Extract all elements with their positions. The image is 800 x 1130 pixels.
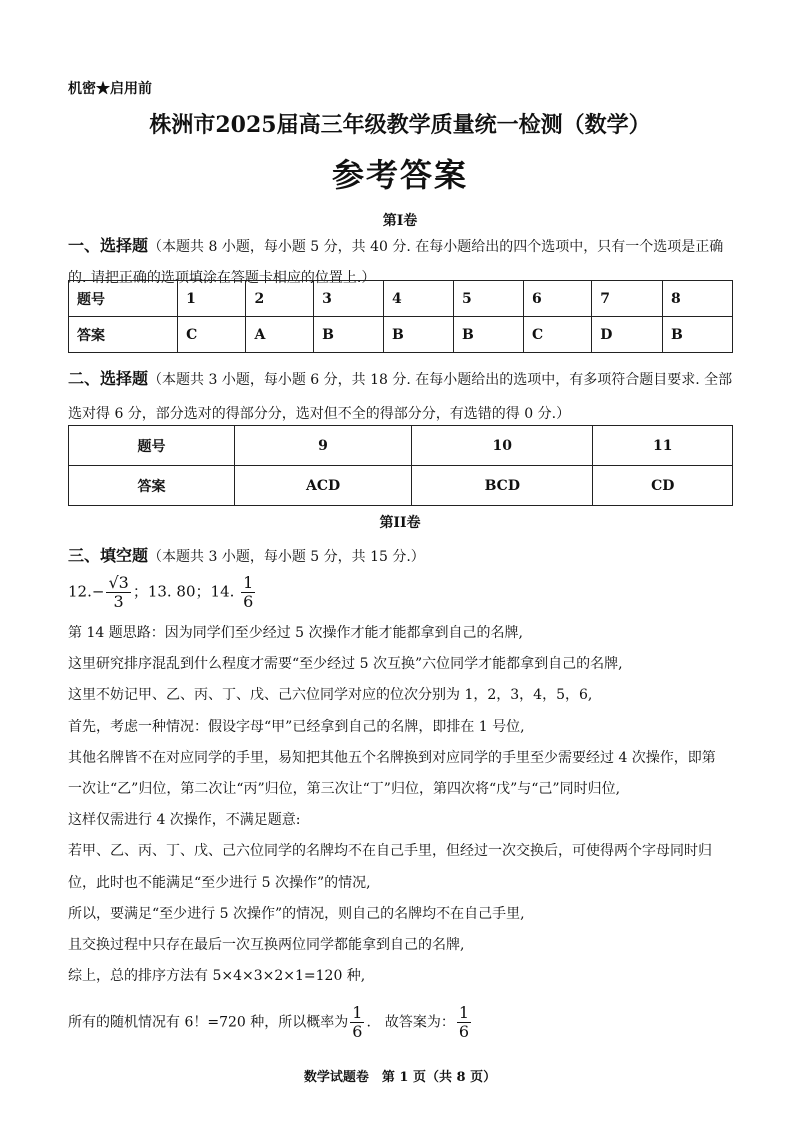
section3-instructions	[68, 543, 425, 566]
numerator: 1	[243, 573, 254, 592]
answer-cell: B	[384, 317, 454, 353]
answer-cell: B	[314, 317, 384, 353]
denominator: 6	[243, 592, 254, 611]
solution-line: 其他名牌皆不在对应同学的手里，易知把其他五个名牌换到对应同学的手里至少需要经过 4 次操作，即第	[68, 749, 716, 766]
confidential-label: 机密★启用前	[68, 81, 152, 97]
question-number: 4	[384, 281, 454, 317]
section1-desc: （本题共 8 小题，每小题 5 分，共 40 分. 在每小题给出的四个选项中，只有一个选项是正确的. 请把正确的选项填涂在答题卡相应的位置上.）	[68, 239, 724, 286]
row-label: 答案	[69, 317, 178, 353]
numerator: 1	[458, 1003, 470, 1022]
question-number: 9	[235, 426, 412, 466]
answer-cell: ACD	[235, 466, 412, 506]
exam-title: 株洲市2025届高三年级教学质量统一检测（数学）	[149, 112, 651, 138]
row-label: 题号	[69, 426, 235, 466]
page-footer: 数学试题卷 第 1 页（共 8 页）	[303, 1070, 497, 1085]
table-row	[69, 426, 733, 466]
section2-answer-table	[68, 425, 733, 506]
solution-line: 第 14 题思路：因为同学们至少经过 5 次操作才能才能都拿到自己的名牌,	[68, 625, 523, 641]
answer-cell: C	[178, 317, 246, 353]
volume-1-heading: 第I卷	[382, 213, 418, 229]
question-number: 11	[593, 426, 733, 466]
denominator: 6	[458, 1022, 470, 1041]
answer-fraction	[457, 1004, 471, 1041]
question-number: 2	[246, 281, 314, 317]
table-row	[69, 466, 733, 506]
table-row	[69, 281, 733, 317]
solution-line: 且交换过程中只存在最后一次互换两位同学都能拿到自己的名牌,	[68, 937, 465, 953]
question-number: 10	[412, 426, 593, 466]
numerator: √3	[108, 573, 129, 592]
denominator: 6	[352, 1022, 363, 1041]
solution-line: 综上，总的排序方法有 5×4×3×2×1=120 种,	[68, 968, 366, 985]
solution-line: 这里研究排序混乱到什么程度才需要“至少经过 5 次互换”六位同学才能都拿到自己的名牌,	[68, 656, 623, 673]
q12-fraction	[106, 574, 130, 611]
section3-heading: 三、填空题	[68, 546, 149, 565]
q14-fraction	[241, 574, 255, 611]
answer-key-title: 参考答案	[331, 156, 468, 194]
answer-cell: B	[454, 317, 524, 353]
question-number: 8	[662, 281, 732, 317]
final-answer-line	[68, 1004, 473, 1041]
answer-cell: BCD	[412, 466, 593, 506]
solution-line: 这里不妨记甲、乙、丙、丁、戊、己六位同学对应的位次分别为 1，2，3，4，5，6,	[68, 687, 593, 704]
section2-heading: 二、选择题	[68, 369, 149, 388]
row-label: 答案	[69, 466, 235, 506]
solution-line: 首先，考虑一种情况：假设字母“甲”已经拿到自己的名牌，即排在 1 号位,	[68, 718, 525, 735]
row-label: 题号	[69, 281, 178, 317]
final-text: 所有的随机情况有 6！=720 种，所以概率为	[68, 1014, 349, 1031]
answer-cell: B	[662, 317, 732, 353]
answer-cell: D	[592, 317, 663, 353]
final-text: . 故答案为：	[366, 1014, 455, 1031]
question-number: 6	[523, 281, 591, 317]
q12-sign: −	[91, 582, 105, 601]
table-row	[69, 317, 733, 353]
denominator: 3	[113, 592, 124, 611]
answer-cell: CD	[593, 466, 733, 506]
solution-line: 位，此时也不能满足“至少进行 5 次操作”的情况,	[68, 874, 371, 891]
fill-in-answers	[68, 574, 257, 611]
question-number: 7	[592, 281, 663, 317]
solution-line: 这样仅需进行 4 次操作，不满足题意:	[68, 812, 301, 829]
section1-heading: 一、选择题	[68, 236, 149, 255]
solution-line: 一次让“乙”归位，第二次让“丙”归位，第三次让“丁”归位，第四次将“戊”与“己”同时归位,	[68, 781, 621, 797]
answer-cell: C	[523, 317, 591, 353]
q13-answer: ；13. 80；14.	[132, 582, 235, 601]
answer-cell: A	[246, 317, 314, 353]
question-number: 1	[178, 281, 246, 317]
section2-desc: （本题共 3 小题，每小题 6 分，共 18 分. 在每小题给出的选项中，有多项符合题目要求. 全部选对得 6 分，部分选对的得部分分，选对但不全的得部分分，有选错的得 0 分.）	[68, 372, 733, 422]
probability-fraction	[350, 1004, 364, 1041]
solution-line: 所以，要满足“至少进行 5 次操作”的情况，则自己的名牌均不在自己手里,	[68, 905, 525, 922]
section1-answer-table	[68, 280, 733, 353]
section3-desc: （本题共 3 小题，每小题 5 分，共 15 分.）	[148, 549, 425, 565]
solution-line: 若甲、乙、丙、丁、戊、己六位同学的名牌均不在自己手里，但经过一次交换后，可使得两个字母同时归	[68, 843, 712, 860]
q12-label: 12.	[68, 582, 92, 601]
question-number: 5	[454, 281, 524, 317]
question-number: 3	[314, 281, 384, 317]
numerator: 1	[352, 1003, 363, 1022]
section2-instructions	[68, 362, 738, 431]
volume-2-heading: 第II卷	[379, 515, 421, 531]
